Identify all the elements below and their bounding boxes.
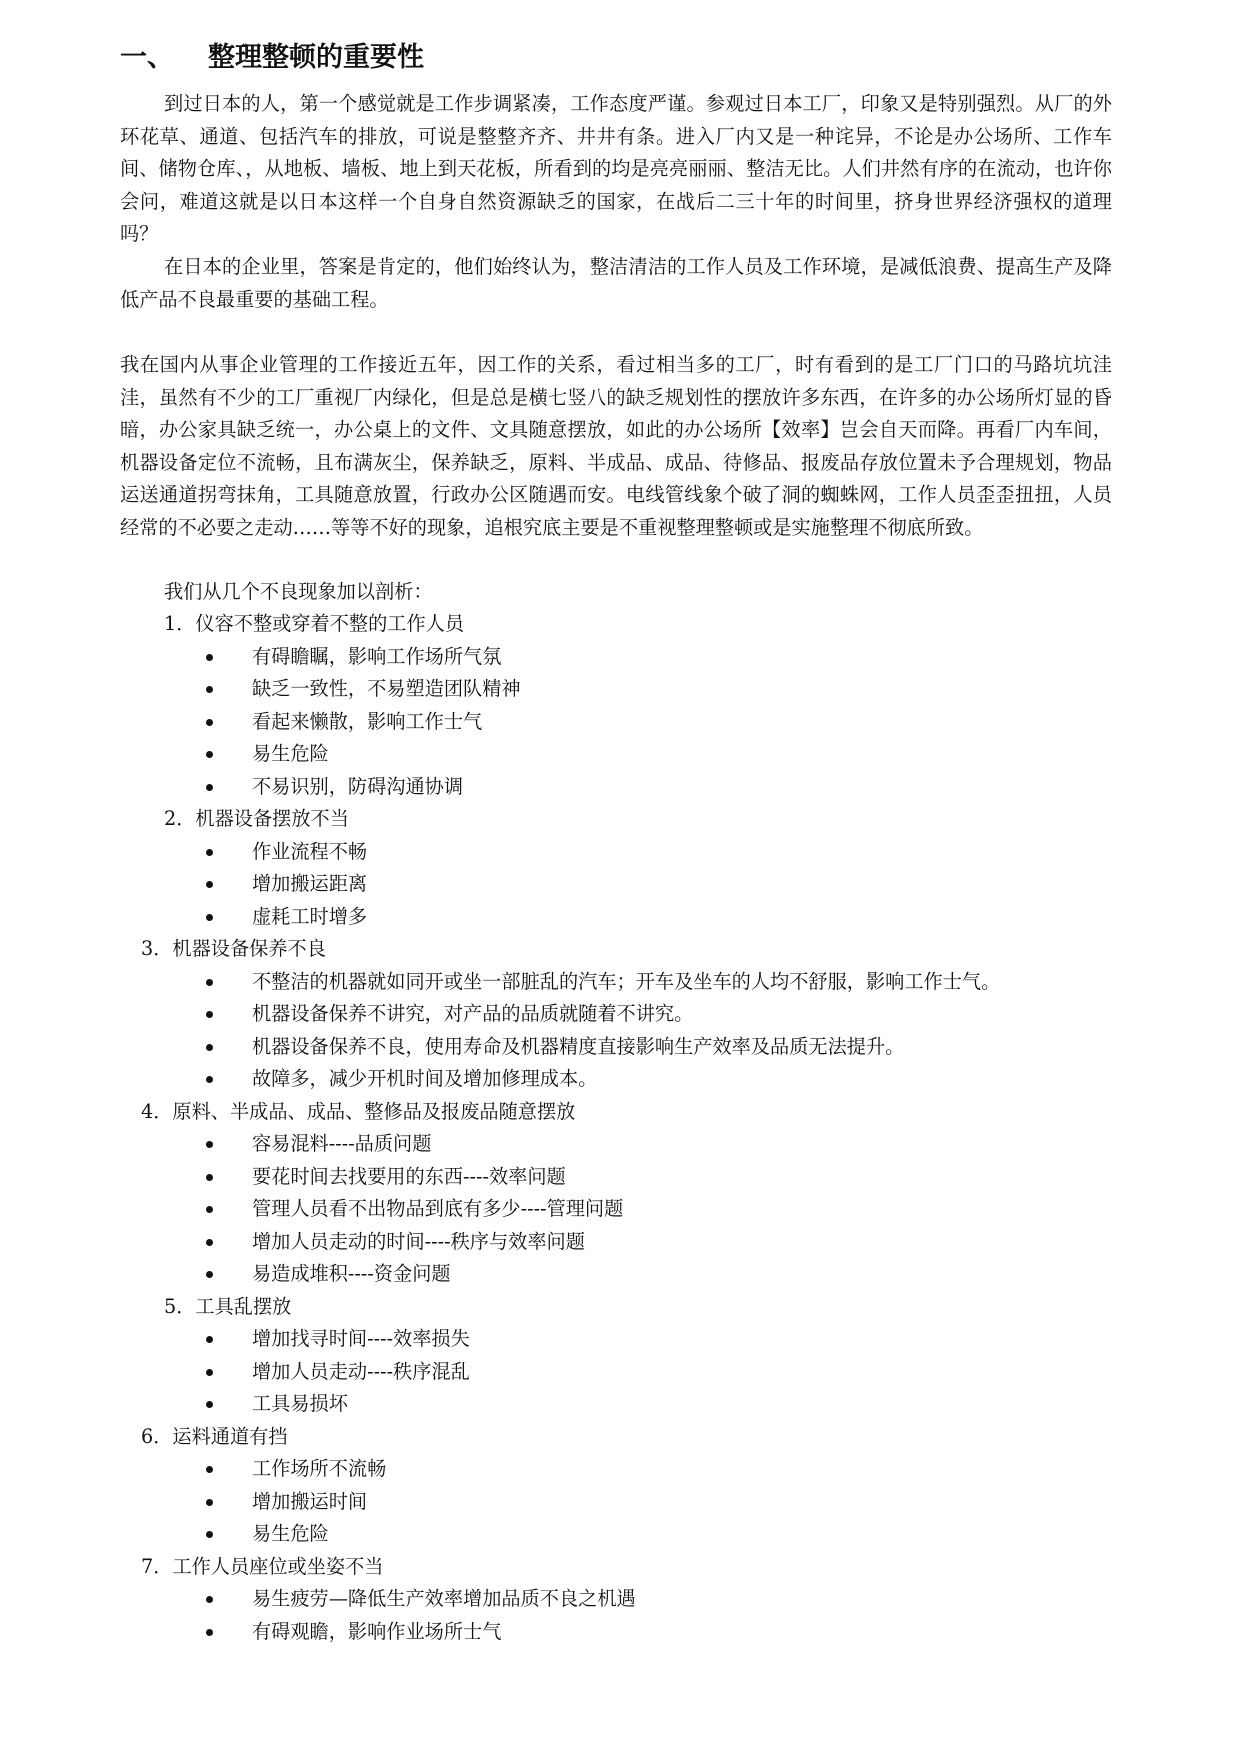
- list-section-4: [141, 1096, 575, 1129]
- section-number: 2．: [164, 807, 196, 830]
- bullet-icon: [206, 914, 213, 921]
- section-number: 6．: [141, 1425, 173, 1448]
- bullet-icon: [206, 654, 213, 661]
- bullet-icon: [206, 1401, 213, 1408]
- list-section-2: [164, 803, 349, 836]
- bullet-icon: [206, 719, 213, 726]
- paragraph-japan-impression: 到过日本的人，第一个感觉就是工作步调紧凑，工作态度严谨。参观过日本工厂，印象又是特别强烈。从厂的外环花草、通道、包括汽车的排放，可说是整整齐齐、井井有条。进入厂内又是一种诧异，不论是办公场所、工作车间、储物仓库、，从地板、墙板、地上到天花板，所看到的均是亮亮丽丽、整洁无比。人们井然有序的在流动，也许你会问，难道这就是以日本这样一个自身自然资源缺乏的国家，在战后二三十年的时间里，挤身世界经济强权的道理吗？: [120, 92, 1112, 245]
- heading-number: 一、: [120, 42, 174, 73]
- bullet-icon: [206, 1336, 213, 1343]
- bullet-icon: [206, 1271, 213, 1278]
- bullet-icon: [206, 1531, 213, 1538]
- section-number: 7．: [141, 1555, 173, 1578]
- section-title: 机器设备摆放不当: [195, 807, 349, 830]
- document-page: 一、 整理整顿的重要性 到过日本的人，第一个感觉就是工作步调紧凑，工作态度严谨。参观过日本工厂，印象又是特别强烈。从厂的外环花草、通道、包括汽车的排放，可说是整整齐齐、井井有条。进入厂内又是一种诧异，不论是办公场所、工作车间、储物仓库、，从地板、墙板、地上到天花板，所看到的均是亮亮丽丽、整洁无比。人们井然有序的在流动，也许你会问，难道这就是以日本这样一个自身自然资源缺乏的国家，在战后二三十年的时间里，挤身世界经济强权的道理吗？ 在日本的企业里，答案是肯定的，他们始终认为，整洁清洁的工作人员及工作环境，是减低浪费、提高生产及降低产品不良最重要的基础工程。 我在国内从事企业管理的工作接近五年，因工作的关系，看过相当多的工厂，时有看到的是工厂门口的马路坑坑洼洼，虽然有不少的工厂重视厂内绿化，但是总是横七竖八的缺乏规划性的摆放许多东西，在许多的办公场所灯显的昏暗，办公家具缺乏统一，办公桌上的文件、文具随意摆放，如此的办公场所【效率】岂会自天而降。再看厂内车间，机器设备定位不流畅，且布满灰尘，保养缺乏，原料、半成品、成品、待修品、报废品存放位置未予合理规划，物品运送通道拐弯抹角，工具随意放置，行政办公区随遇而安。电线管线象个破了洞的蜘蛛网，工作人员歪歪扭扭，人员经常的不必要之走动……等等不好的现象，追根究底主要是不重视整理整顿或是实施整理不彻底所致。 我们从几个不良现象加以剖析： 1．仪容不整或穿着不整的工作人员 有碍瞻瞩，影响工作场所气氛 缺乏一致性，不易塑造团队精神 看起来懒散，影响工作士气 易生危险 不易识别，防碍沟通协调 2．机器设备摆放不当 作业流程不畅 增加搬运距离 虚耗工时增多 3．机器设备保养不良 不整洁的机器就如同开或坐一部脏乱的汽车；开车及坐车的人均不舒服，影响工作士气。 机器设备保养不讲究，对产品的品质就随着不讲究。 机器设备保养不良，使用寿命及机器精度直接影响生产效率及品质无法提升。 故障多，减少开机时间及增加修理成本。 4．原料、半成品、成品、整修品及报废品随意摆放 容易混料----品质问题 要花时间去找要用的东西----效率问题 管理人员看不出物品到底有多少----管理问题 增加人员走动的时间----秩序与效率问题 易造成堆积----资金问题 5．工具乱摆放 增加找寻时间----效率损失 增加人员走动----秩序混乱 工具易损坏 6．运料通道有挡 工作场所不流畅 增加搬运时间 易生危险 7．工作人员座位或坐姿不当 易生疲劳—降低生产效率增加品质不良之机遇 有碍观瞻，影响作业场所士气: [0, 0, 1241, 1754]
- section-title: 原料、半成品、成品、整修品及报废品随意摆放: [172, 1100, 576, 1123]
- bullet-icon: [206, 1044, 213, 1051]
- section-number: 4．: [141, 1100, 173, 1123]
- section-number: 1．: [164, 612, 196, 635]
- bullet-icon: [206, 1206, 213, 1213]
- bullet-icon: [206, 1174, 213, 1181]
- paragraph-analysis-intro: 我们从几个不良现象加以剖析：: [164, 580, 433, 603]
- bullet-icon: [206, 1629, 213, 1636]
- paragraph-japan-answer: 在日本的企业里，答案是肯定的，他们始终认为，整洁清洁的工作人员及工作环境，是减低浪费、提高生产及降低产品不良最重要的基础工程。: [120, 255, 1112, 311]
- bullet-icon: [206, 849, 213, 856]
- bullet-icon: [206, 1369, 213, 1376]
- bullet-icon: [206, 881, 213, 888]
- section-title: 仪容不整或穿着不整的工作人员: [195, 612, 465, 635]
- section-title: 机器设备保养不良: [172, 937, 326, 960]
- list-section-3: [141, 933, 326, 966]
- bullet-icon: [206, 1141, 213, 1148]
- list-section-1: [164, 608, 464, 641]
- bullet-icon: [206, 784, 213, 791]
- bullet-icon: [206, 1466, 213, 1473]
- heading-title: 整理整顿的重要性: [208, 42, 424, 73]
- bullet-icon: [206, 686, 213, 693]
- section-title: 运料通道有挡: [172, 1425, 288, 1448]
- section-number: 3．: [141, 937, 173, 960]
- bullet-icon: [206, 1499, 213, 1506]
- list-section-7: [141, 1551, 383, 1584]
- bullet-icon: [206, 1239, 213, 1246]
- bullet-icon: [206, 751, 213, 758]
- bullet-icon: [206, 1076, 213, 1083]
- list-section-5: [164, 1291, 291, 1324]
- bullet-icon: [206, 1011, 213, 1018]
- section-heading: [120, 38, 424, 78]
- bullet-icon: [206, 979, 213, 986]
- section-title: 工作人员座位或坐姿不当: [172, 1555, 384, 1578]
- section-number: 5．: [164, 1295, 196, 1318]
- paragraph-domestic-observation: 我在国内从事企业管理的工作接近五年，因工作的关系，看过相当多的工厂，时有看到的是工厂门口的马路坑坑洼洼，虽然有不少的工厂重视厂内绿化，但是总是横七竖八的缺乏规划性的摆放许多东西，在许多的办公场所灯显的昏暗，办公家具缺乏统一，办公桌上的文件、文具随意摆放，如此的办公场所【效率】岂会自天而降。再看厂内车间，机器设备定位不流畅，且布满灰尘，保养缺乏，原料、半成品、成品、待修品、报废品存放位置未予合理规划，物品运送通道拐弯抹角，工具随意放置，行政办公区随遇而安。电线管线象个破了洞的蜘蛛网，工作人员歪歪扭扭，人员经常的不必要之走动……等等不好的现象，追根究底主要是不重视整理整顿或是实施整理不彻底所致。: [120, 353, 1112, 539]
- section-title: 工具乱摆放: [195, 1295, 292, 1318]
- list-section-6: [141, 1421, 288, 1454]
- bullet-icon: [206, 1596, 213, 1603]
